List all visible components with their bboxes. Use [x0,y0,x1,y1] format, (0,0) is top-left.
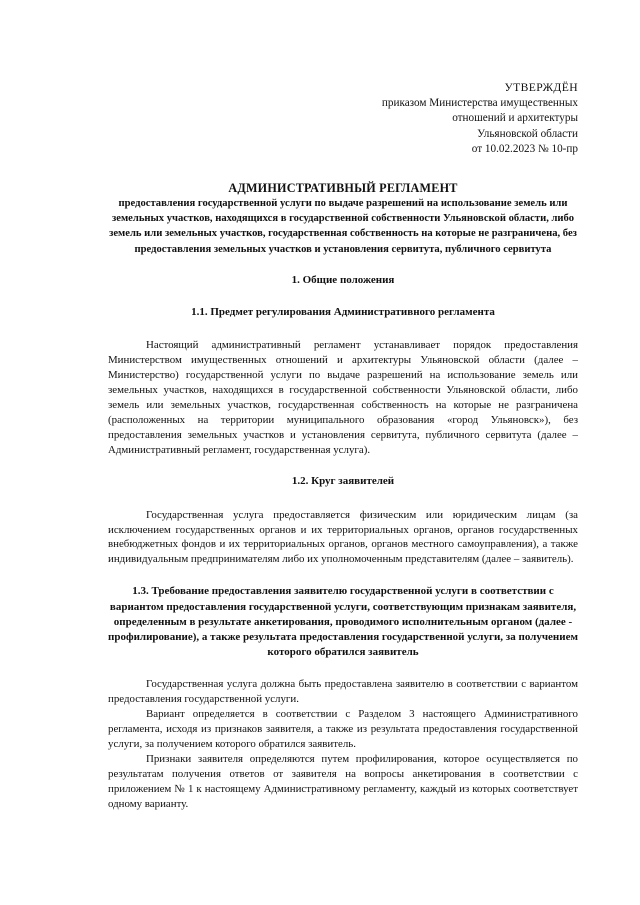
approval-line: отношений и архитектуры [452,112,578,125]
approval-line: Ульяновской области [477,127,578,140]
approval-block [278,80,578,157]
paragraph: Настоящий административный регламент устанавливает порядок предоставления Министерством имущественных отношений и архитектуры Ульяновской области (далее – Министерство) государственной услуги по выдаче разрешений на использование земель или земельных участков, находящихся в государственной собственности Ульяновской области, либо земель или земельных участков, государственная собственность на которые не разграничена (расположенных на территории муниципального образования «город Ульяновск»), без предоставления земельных участков и установления сервитута, публичного сервитута (далее – Административный регламент, государственная услуга). [108,339,578,456]
approval-date-number: от 10.02.2023 № 10-пр [471,142,578,155]
approval-line: приказом Министерства имущественных [381,97,578,110]
paragraph: Государственная услуга должна быть предоставлена заявителю в соответствии с вариантом предоставления государственной услуги. [108,678,578,706]
paragraph: Вариант определяется в соответствии с Разделом 3 настоящего Административного регламента, исходя из признаков заявителя, а также из результата предоставления государственной услуги, за получением которого обратился заявитель. [108,708,578,750]
section-heading: 1. Общие положения [291,273,395,286]
document-subtitle: предоставления государственной услуги по выдаче разрешений на использование земель или земельных участков, находящихся в государственной собственности Ульяновской области, либо земель или земельных участков, государственная собственность на которые не разграничена, без предоставления земельных участков и установления сервитута, публичного сервитута [109,198,577,255]
paragraph: Государственная услуга предоставляется физическим или юридическим лицам (за исключением государственных органов и их территориальных органов, органов государственных внебюджетных фондов и их территориальных органов, органов местного самоуправления), а также индивидуальным предпринимателям либо их уполномоченным представителям (далее – заявитель). [108,508,578,566]
document-body [108,181,578,811]
subsection-heading-1-3: 1.3. Требование предоставления заявителю государственной услуги в соответствии с вариантом предоставления государственной услуги, соответствующим признакам заявителя, определенным в результате анкетирования, проводимого исполнительным органом (далее - профилирование), а также результата предоставления государственной услуги, за получением которого обратился заявитель [108,585,578,659]
document-title: АДМИНИСТРАТИВНЫЙ РЕГЛАМЕНТ [228,181,458,195]
paragraph: Признаки заявителя определяются путем профилирования, которое осуществляется по результатам получения ответов от заявителя на вопросы анкетирования в соответствии с приложением № 1 к настоящему Административному регламенту, каждый из которых соответствует одному варианту. [108,752,578,810]
subsection-heading-1-1: 1.1. Предмет регулирования Административного регламента [191,306,495,319]
subsection-heading-1-2: 1.2. Круг заявителей [291,475,395,488]
approval-stamp: УТВЕРЖДЁН [504,81,578,94]
